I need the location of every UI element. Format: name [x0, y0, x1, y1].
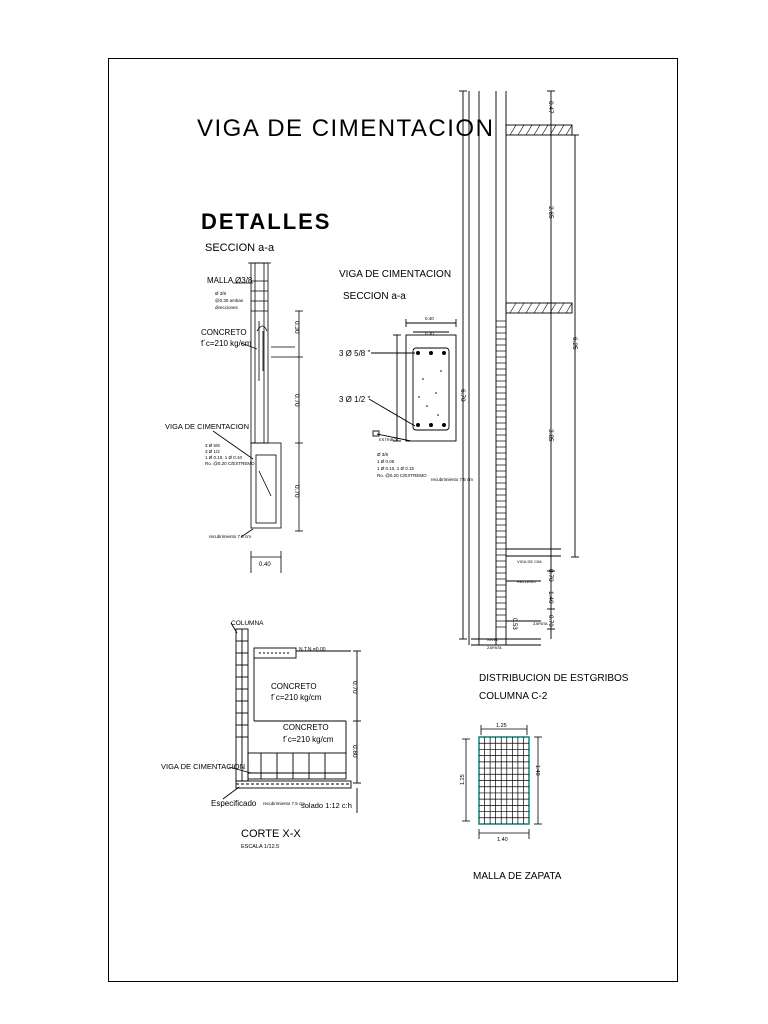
- estribo-label: ESTRIBO: [379, 437, 397, 442]
- zapata-dimensions: [462, 725, 542, 839]
- dim-label: 0.70: [547, 615, 553, 627]
- dim-label: 0.70: [351, 681, 358, 694]
- level-label: RELLENO: [517, 579, 536, 584]
- level-label: ZAPATA: [533, 621, 548, 626]
- concreto-strength: f´c=210 kg/cm: [283, 735, 334, 744]
- recubrimiento-note: recubrimiento 7.5 cm: [431, 477, 474, 482]
- corte-title: CORTE X-X: [241, 828, 301, 840]
- dim-label: 1.25: [496, 723, 507, 729]
- level-label: NIVEL: [487, 637, 499, 642]
- dim-label: 0.70: [547, 569, 554, 582]
- column-stirrups: [496, 321, 506, 627]
- concreto-strength: f´c=210 kg/cm: [271, 693, 322, 702]
- main-title: VIGA DE CIMENTACION: [197, 115, 495, 142]
- dim-label: 3.85: [547, 429, 554, 442]
- level-label: VIGA DE CIM.: [517, 559, 543, 564]
- beam-cross-section: [369, 319, 456, 441]
- dim-label: 1.40: [497, 837, 508, 843]
- malla-label: MALLA Ø3/8: [207, 276, 253, 285]
- dim-label: 0.40: [259, 562, 271, 568]
- corte-drawing: [223, 623, 361, 813]
- dim-label: 0.40: [425, 316, 434, 321]
- dim-label: 0.30: [293, 321, 300, 334]
- dim-label: 1.25: [460, 774, 466, 785]
- stirrup-spec: Ø 3/8: [377, 452, 389, 457]
- dim-label: 0.47: [547, 101, 554, 114]
- corte-scale: ESCALA 1/12.5: [241, 844, 280, 850]
- rebar-top-label: 3 Ø 5/8 ": [339, 349, 371, 358]
- solado-label: solado 1:12 c:h: [301, 801, 352, 810]
- malla-spec: @0.30 ambas: [215, 298, 244, 303]
- drawing-sheet: [108, 58, 678, 982]
- stirrup-spec: Ro. @0.20 C/EXTREMO: [377, 473, 427, 478]
- viga-label: VIGA DE CIMENTACION: [161, 762, 246, 771]
- stirrup-spec: 3 Ø 5/8: [205, 443, 220, 448]
- concreto-strength: f´c=210 kg/cm: [201, 339, 252, 348]
- especificado-label: Especificado: [211, 799, 257, 808]
- concreto-label: CONCRETO: [271, 682, 317, 691]
- rebar-dots: [416, 351, 446, 427]
- column-title: DISTRIBUCION DE ESTGRIBOS: [479, 673, 629, 684]
- concreto-label: CONCRETO: [201, 328, 247, 337]
- viga-label: VIGA DE CIMENTACION: [165, 422, 250, 431]
- zapata-mesh: [479, 737, 529, 824]
- detalles-subheading: SECCION a-a: [205, 242, 275, 254]
- seccion-title: VIGA DE CIMENTACION: [339, 269, 452, 280]
- stirrup-spec: Ro. @0.20 C/EXTREMO: [205, 461, 255, 466]
- level-label: ZAPATA: [487, 645, 502, 650]
- slab-hatching: [510, 125, 572, 313]
- detalles-heading: DETALLES: [201, 209, 332, 234]
- drawing-canvas: [109, 59, 679, 983]
- dim-label: 0.53: [511, 618, 517, 630]
- concreto-label: CONCRETO: [283, 723, 329, 732]
- dim-label: 6.25: [571, 337, 578, 350]
- columna-label: COLUMNA: [231, 620, 264, 627]
- zapata-title: MALLA DE ZAPATA: [473, 871, 562, 882]
- dim-label: 1.40: [534, 765, 540, 776]
- rebar-bottom-label: 3 Ø 1/2 ": [339, 395, 371, 404]
- malla-spec: direcciones: [215, 305, 238, 310]
- dim-label: 0.70: [293, 485, 300, 498]
- stirrup-spec: 1 Ø 0.10, 1 Ø 0.15: [377, 466, 415, 471]
- dim-label: 6.70: [459, 389, 466, 402]
- dim-label: 0.70: [293, 394, 300, 407]
- malla-spec: Ø 3/8: [215, 291, 227, 296]
- dim-label: 2.65: [547, 206, 554, 219]
- recubrimiento-note: recubrimiento 7.5 cm: [209, 534, 252, 539]
- dim-label: 0.30: [425, 331, 434, 336]
- dim-label: 1.40: [547, 591, 554, 604]
- seccion-subtitle: SECCION a-a: [343, 291, 406, 302]
- recubrimiento-note: recubrimiento 7.5 cm: [263, 801, 306, 806]
- stirrup-spec: 1 Ø 0.10, 1 Ø 0.10: [205, 455, 243, 460]
- ntn-label: N.T.N.=0.00: [299, 647, 326, 653]
- column-subtitle: COLUMNA C-2: [479, 691, 548, 702]
- stirrup-spec: 1 Ø 0.05: [377, 459, 395, 464]
- stirrup-spec: 3 Ø 1/2: [205, 449, 220, 454]
- dim-label: 0.80: [351, 745, 358, 758]
